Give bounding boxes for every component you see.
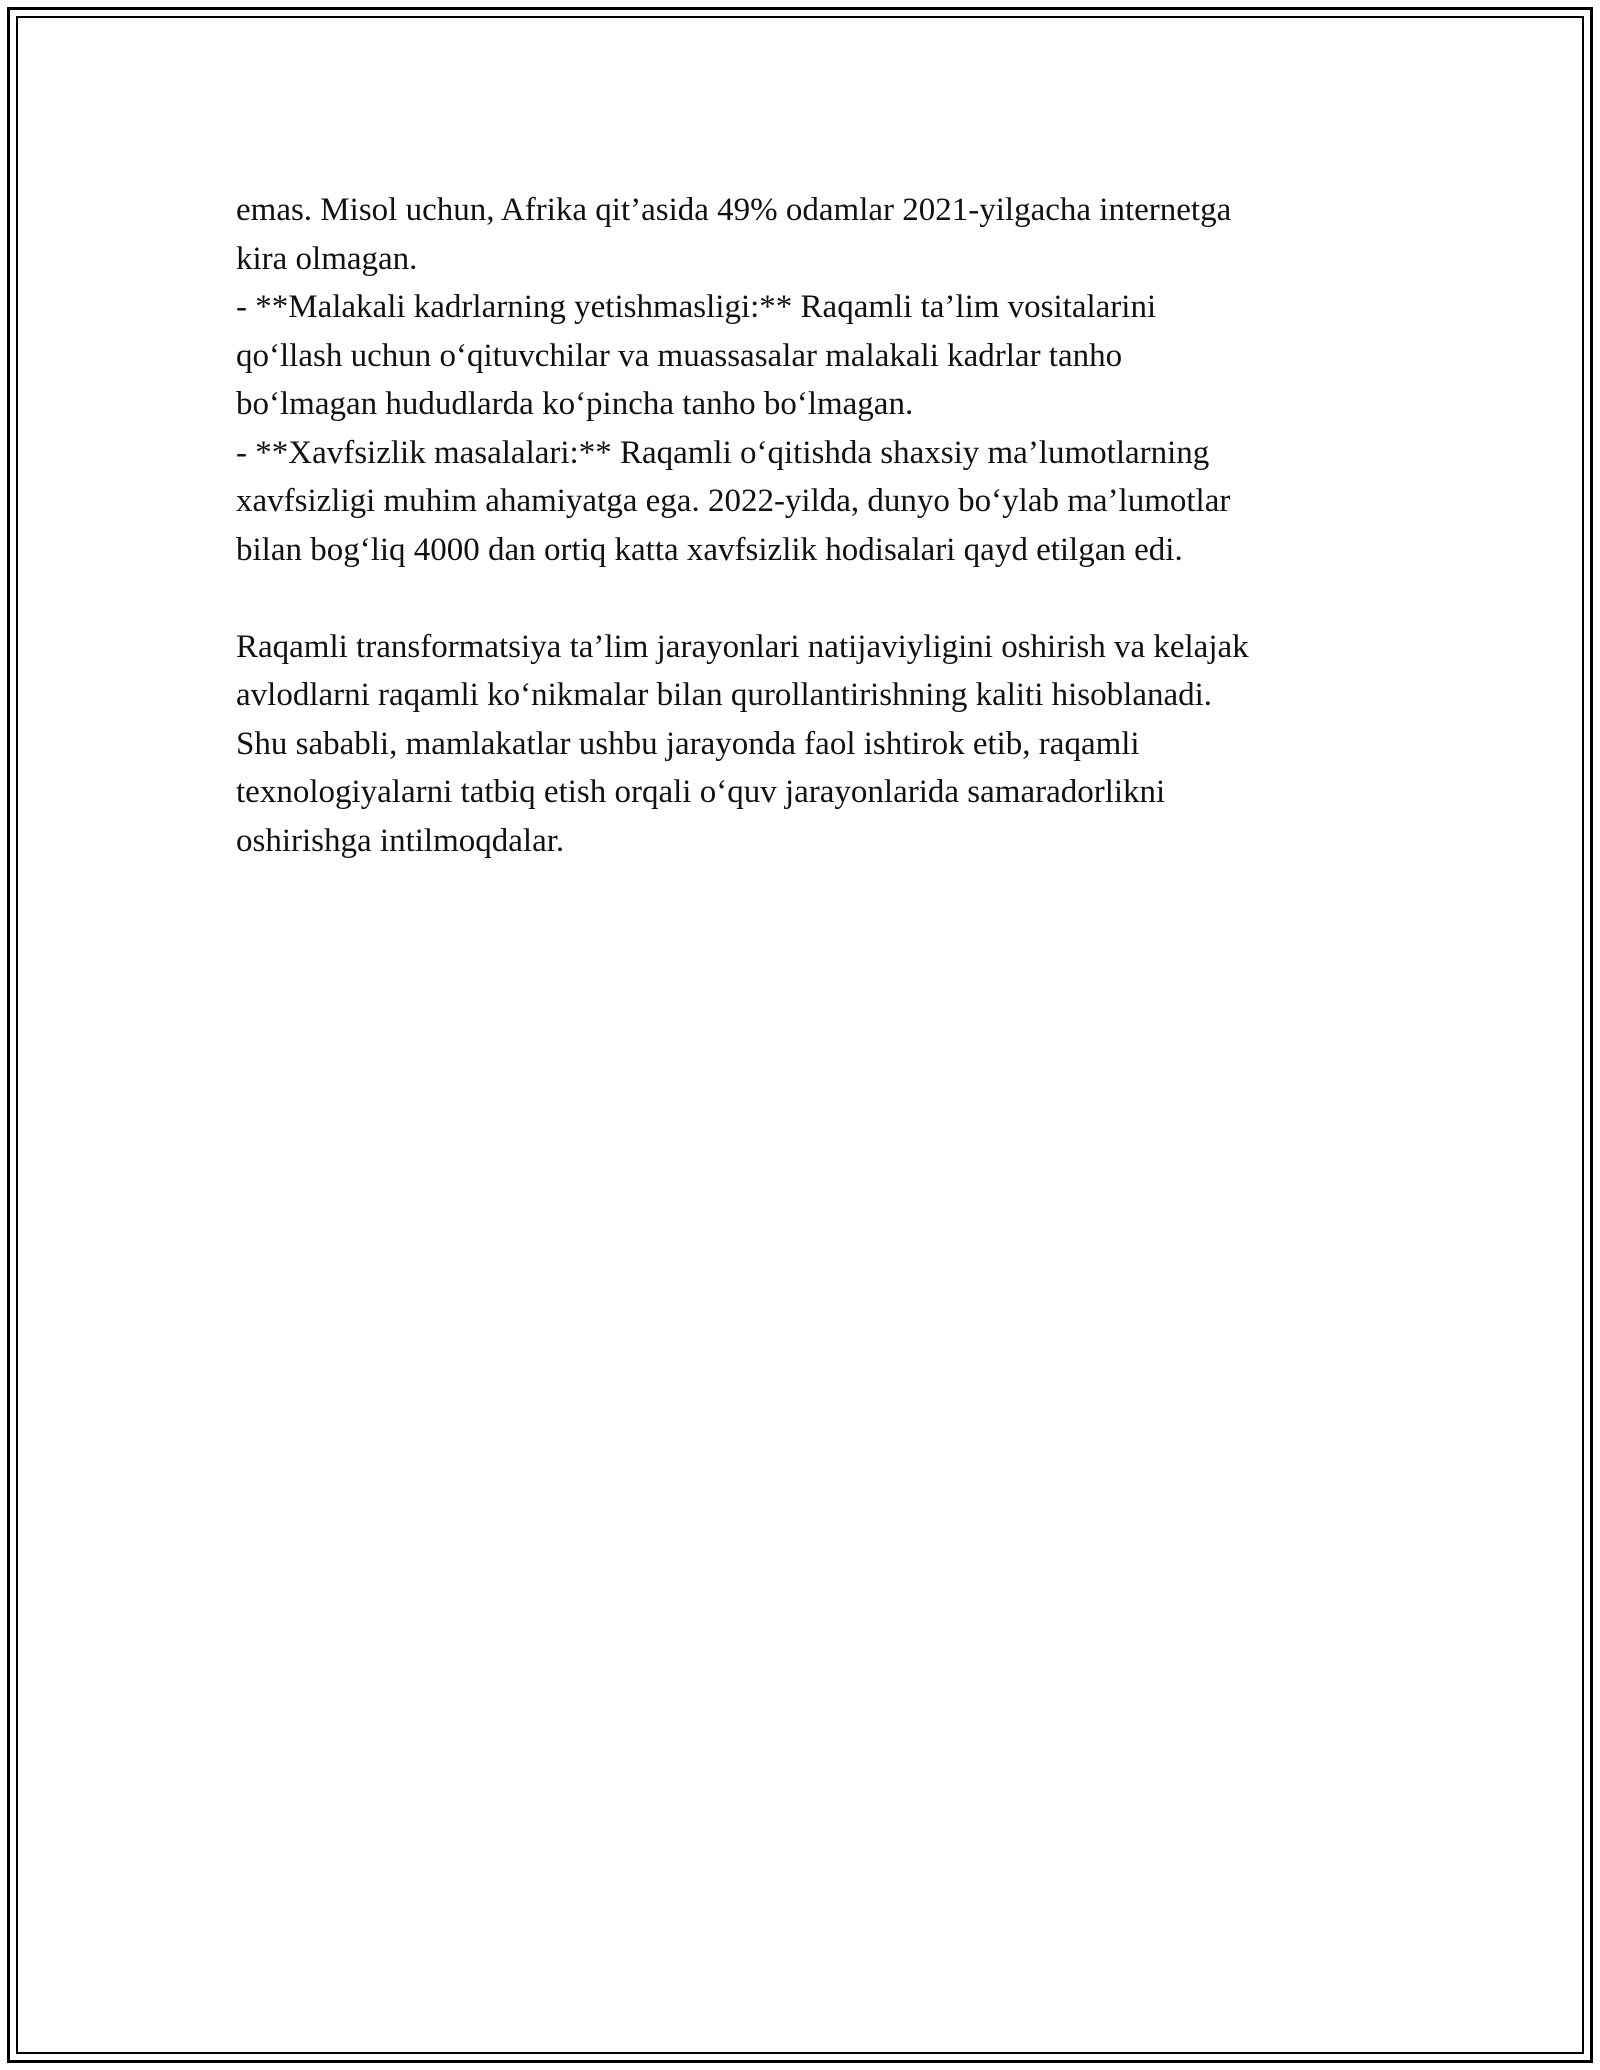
text-line: bo‘lmagan hududlarda ko‘pincha tanho bo‘lmagan.	[236, 386, 914, 422]
text-line: - **Xavfsizlik masalalari:** Raqamli o‘qitishda shaxsiy ma’lumotlarning	[236, 434, 1210, 471]
text-line: oshirishga intilmoqdalar.	[236, 822, 565, 859]
page-content	[236, 186, 1366, 865]
text-line: kira olmagan.	[236, 240, 418, 277]
text-line: xavfsizligi muhim ahamiyatga ega. 2022-yilda, dunyo bo‘ylab ma’lumotlar	[236, 483, 1231, 519]
paragraph-continuation	[236, 186, 1366, 283]
paragraph-conclusion	[236, 623, 1366, 866]
bullet-item-skilled-staff	[236, 283, 1366, 429]
paragraph-spacer	[236, 574, 1366, 623]
text-line: texnologiyalarni tatbiq etish orqali o‘quv jarayonlarida samaradorlikni	[236, 774, 1166, 810]
text-line: avlodlarni raqamli ko‘nikmalar bilan qurollantirishning kaliti hisoblanadi.	[236, 677, 1213, 713]
text-line: - **Malakali kadrlarning yetishmasligi:** Raqamli ta’lim vositalarini	[236, 289, 1157, 325]
text-line: emas. Misol uchun, Afrika qit’asida 49% odamlar 2021-yilgacha internetga	[236, 192, 1232, 228]
text-line: qo‘llash uchun o‘qituvchilar va muassasalar malakali kadrlar tanho	[236, 337, 1123, 374]
text-line: bilan bog‘liq 4000 dan ortiq katta xavfsizlik hodisalari qayd etilgan edi.	[236, 531, 1183, 568]
text-line: Raqamli transformatsiya ta’lim jarayonlari natijaviyligini oshirish va kelajak	[236, 628, 1249, 665]
bullet-item-security	[236, 429, 1366, 575]
text-line: Shu sababli, mamlakatlar ushbu jarayonda faol ishtirok etib, raqamli	[236, 725, 1140, 762]
